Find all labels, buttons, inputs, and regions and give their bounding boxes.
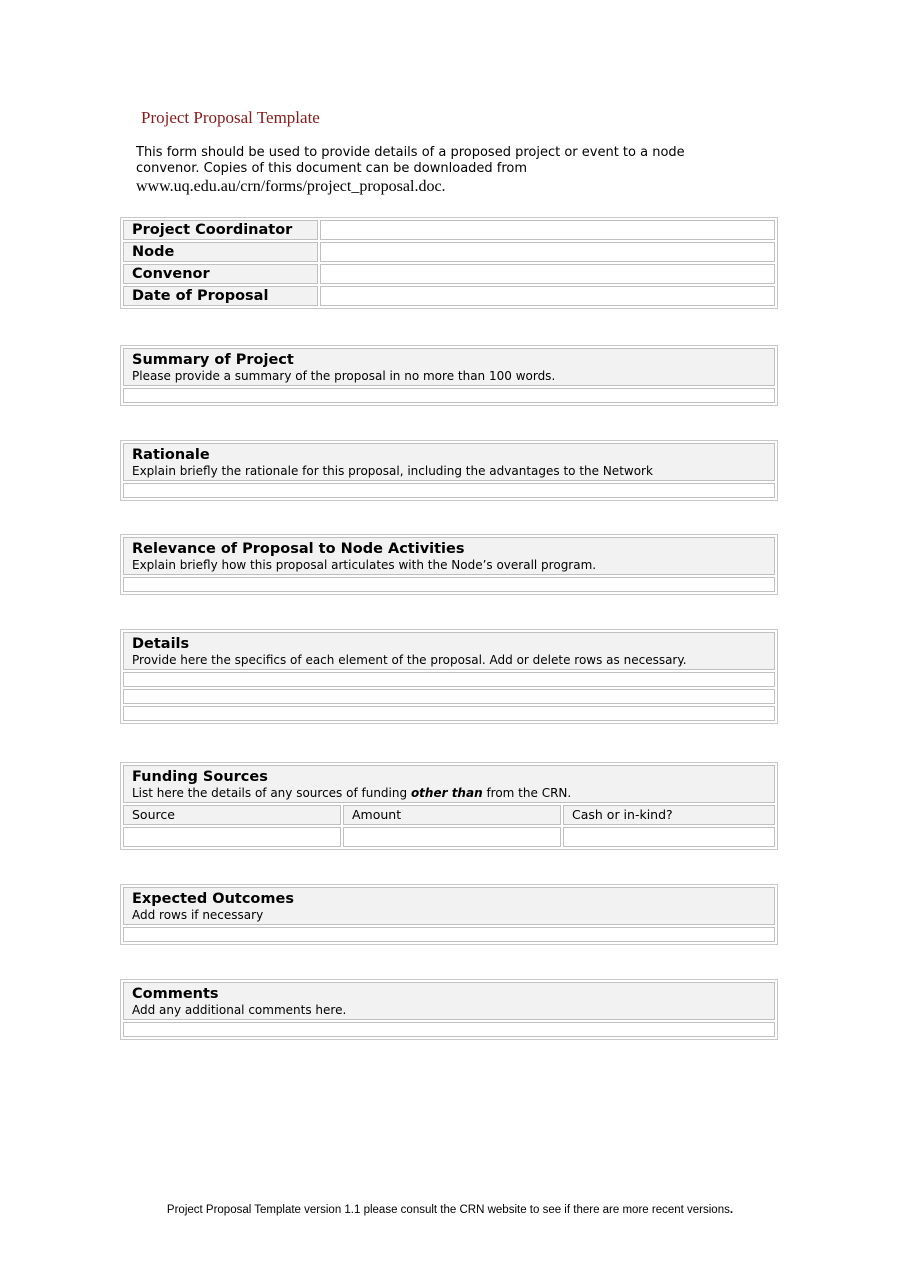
summary-heading: Summary of Project [132, 352, 294, 368]
details-row-field[interactable] [123, 706, 775, 721]
table-header-row [123, 805, 775, 825]
comments-section [120, 979, 778, 1040]
funding-instructions-start: List here the details of any sources of funding [132, 786, 411, 800]
rationale-section [120, 440, 778, 501]
summary-header [123, 348, 775, 386]
amount-field[interactable] [343, 827, 561, 847]
outcomes-header [123, 887, 775, 925]
info-table [120, 217, 778, 309]
funding-header [123, 765, 775, 803]
summary-section [120, 345, 778, 406]
outcomes-section [120, 884, 778, 945]
project-coordinator-label: Project Coordinator [123, 220, 318, 240]
intro-text: This form should be used to provide details of a proposed project or event to a node convenor. Copies of this document can be downloaded from [136, 145, 685, 176]
funding-instructions-end: from the CRN. [482, 786, 572, 800]
relevance-header [123, 537, 775, 575]
details-instructions: Provide here the specifics of each element of the proposal. Add or delete rows as necessary. [132, 653, 687, 667]
node-field[interactable] [320, 242, 775, 262]
page-footer [0, 1204, 900, 1216]
relevance-section [120, 534, 778, 595]
funding-section [120, 762, 778, 850]
convenor-label: Convenor [123, 264, 318, 284]
convenor-field[interactable] [320, 264, 775, 284]
details-row-field[interactable] [123, 672, 775, 687]
relevance-instructions: Explain briefly how this proposal articulates with the Node’s overall program. [132, 558, 597, 572]
table-row [123, 220, 775, 240]
details-header [123, 632, 775, 670]
rationale-header [123, 443, 775, 481]
table-row [123, 264, 775, 284]
project-coordinator-field[interactable] [320, 220, 775, 240]
node-label: Node [123, 242, 318, 262]
document-title: Project Proposal Template [141, 108, 320, 127]
download-url: www.uq.edu.au/crn/forms/project_proposal.doc. [136, 178, 446, 195]
source-field[interactable] [123, 827, 341, 847]
comments-instructions: Add any additional comments here. [132, 1003, 347, 1017]
column-header-source: Source [123, 805, 341, 825]
funding-instructions [132, 786, 766, 800]
outcomes-heading: Expected Outcomes [132, 891, 294, 907]
relevance-heading: Relevance of Proposal to Node Activities [132, 541, 465, 557]
comments-header [123, 982, 775, 1020]
funding-instructions-emphasis: other than [410, 786, 483, 800]
comments-field[interactable] [123, 1022, 775, 1037]
summary-instructions: Please provide a summary of the proposal in no more than 100 words. [132, 369, 556, 383]
outcomes-instructions: Add rows if necessary [132, 908, 264, 922]
date-of-proposal-label: Date of Proposal [123, 286, 318, 306]
column-header-cash-or-in-kind: Cash or in-kind? [563, 805, 775, 825]
details-section [120, 629, 778, 724]
footer-text: Project Proposal Template version 1.1 please consult the CRN website to see if there are more recent versions [166, 1204, 730, 1216]
intro-paragraph [136, 145, 736, 197]
details-row-field[interactable] [123, 689, 775, 704]
column-header-amount: Amount [343, 805, 561, 825]
funding-heading: Funding Sources [132, 769, 268, 785]
cash-or-in-kind-field[interactable] [563, 827, 775, 847]
details-heading: Details [132, 636, 190, 652]
rationale-heading: Rationale [132, 447, 210, 463]
summary-field[interactable] [123, 388, 775, 403]
table-row [123, 286, 775, 306]
table-row [123, 827, 775, 847]
rationale-instructions: Explain briefly the rationale for this proposal, including the advantages to the Network [132, 464, 653, 478]
relevance-field[interactable] [123, 577, 775, 592]
outcomes-field[interactable] [123, 927, 775, 942]
table-row [123, 242, 775, 262]
rationale-field[interactable] [123, 483, 775, 498]
footer-period: . [729, 1204, 734, 1216]
comments-heading: Comments [132, 986, 219, 1002]
date-of-proposal-field[interactable] [320, 286, 775, 306]
